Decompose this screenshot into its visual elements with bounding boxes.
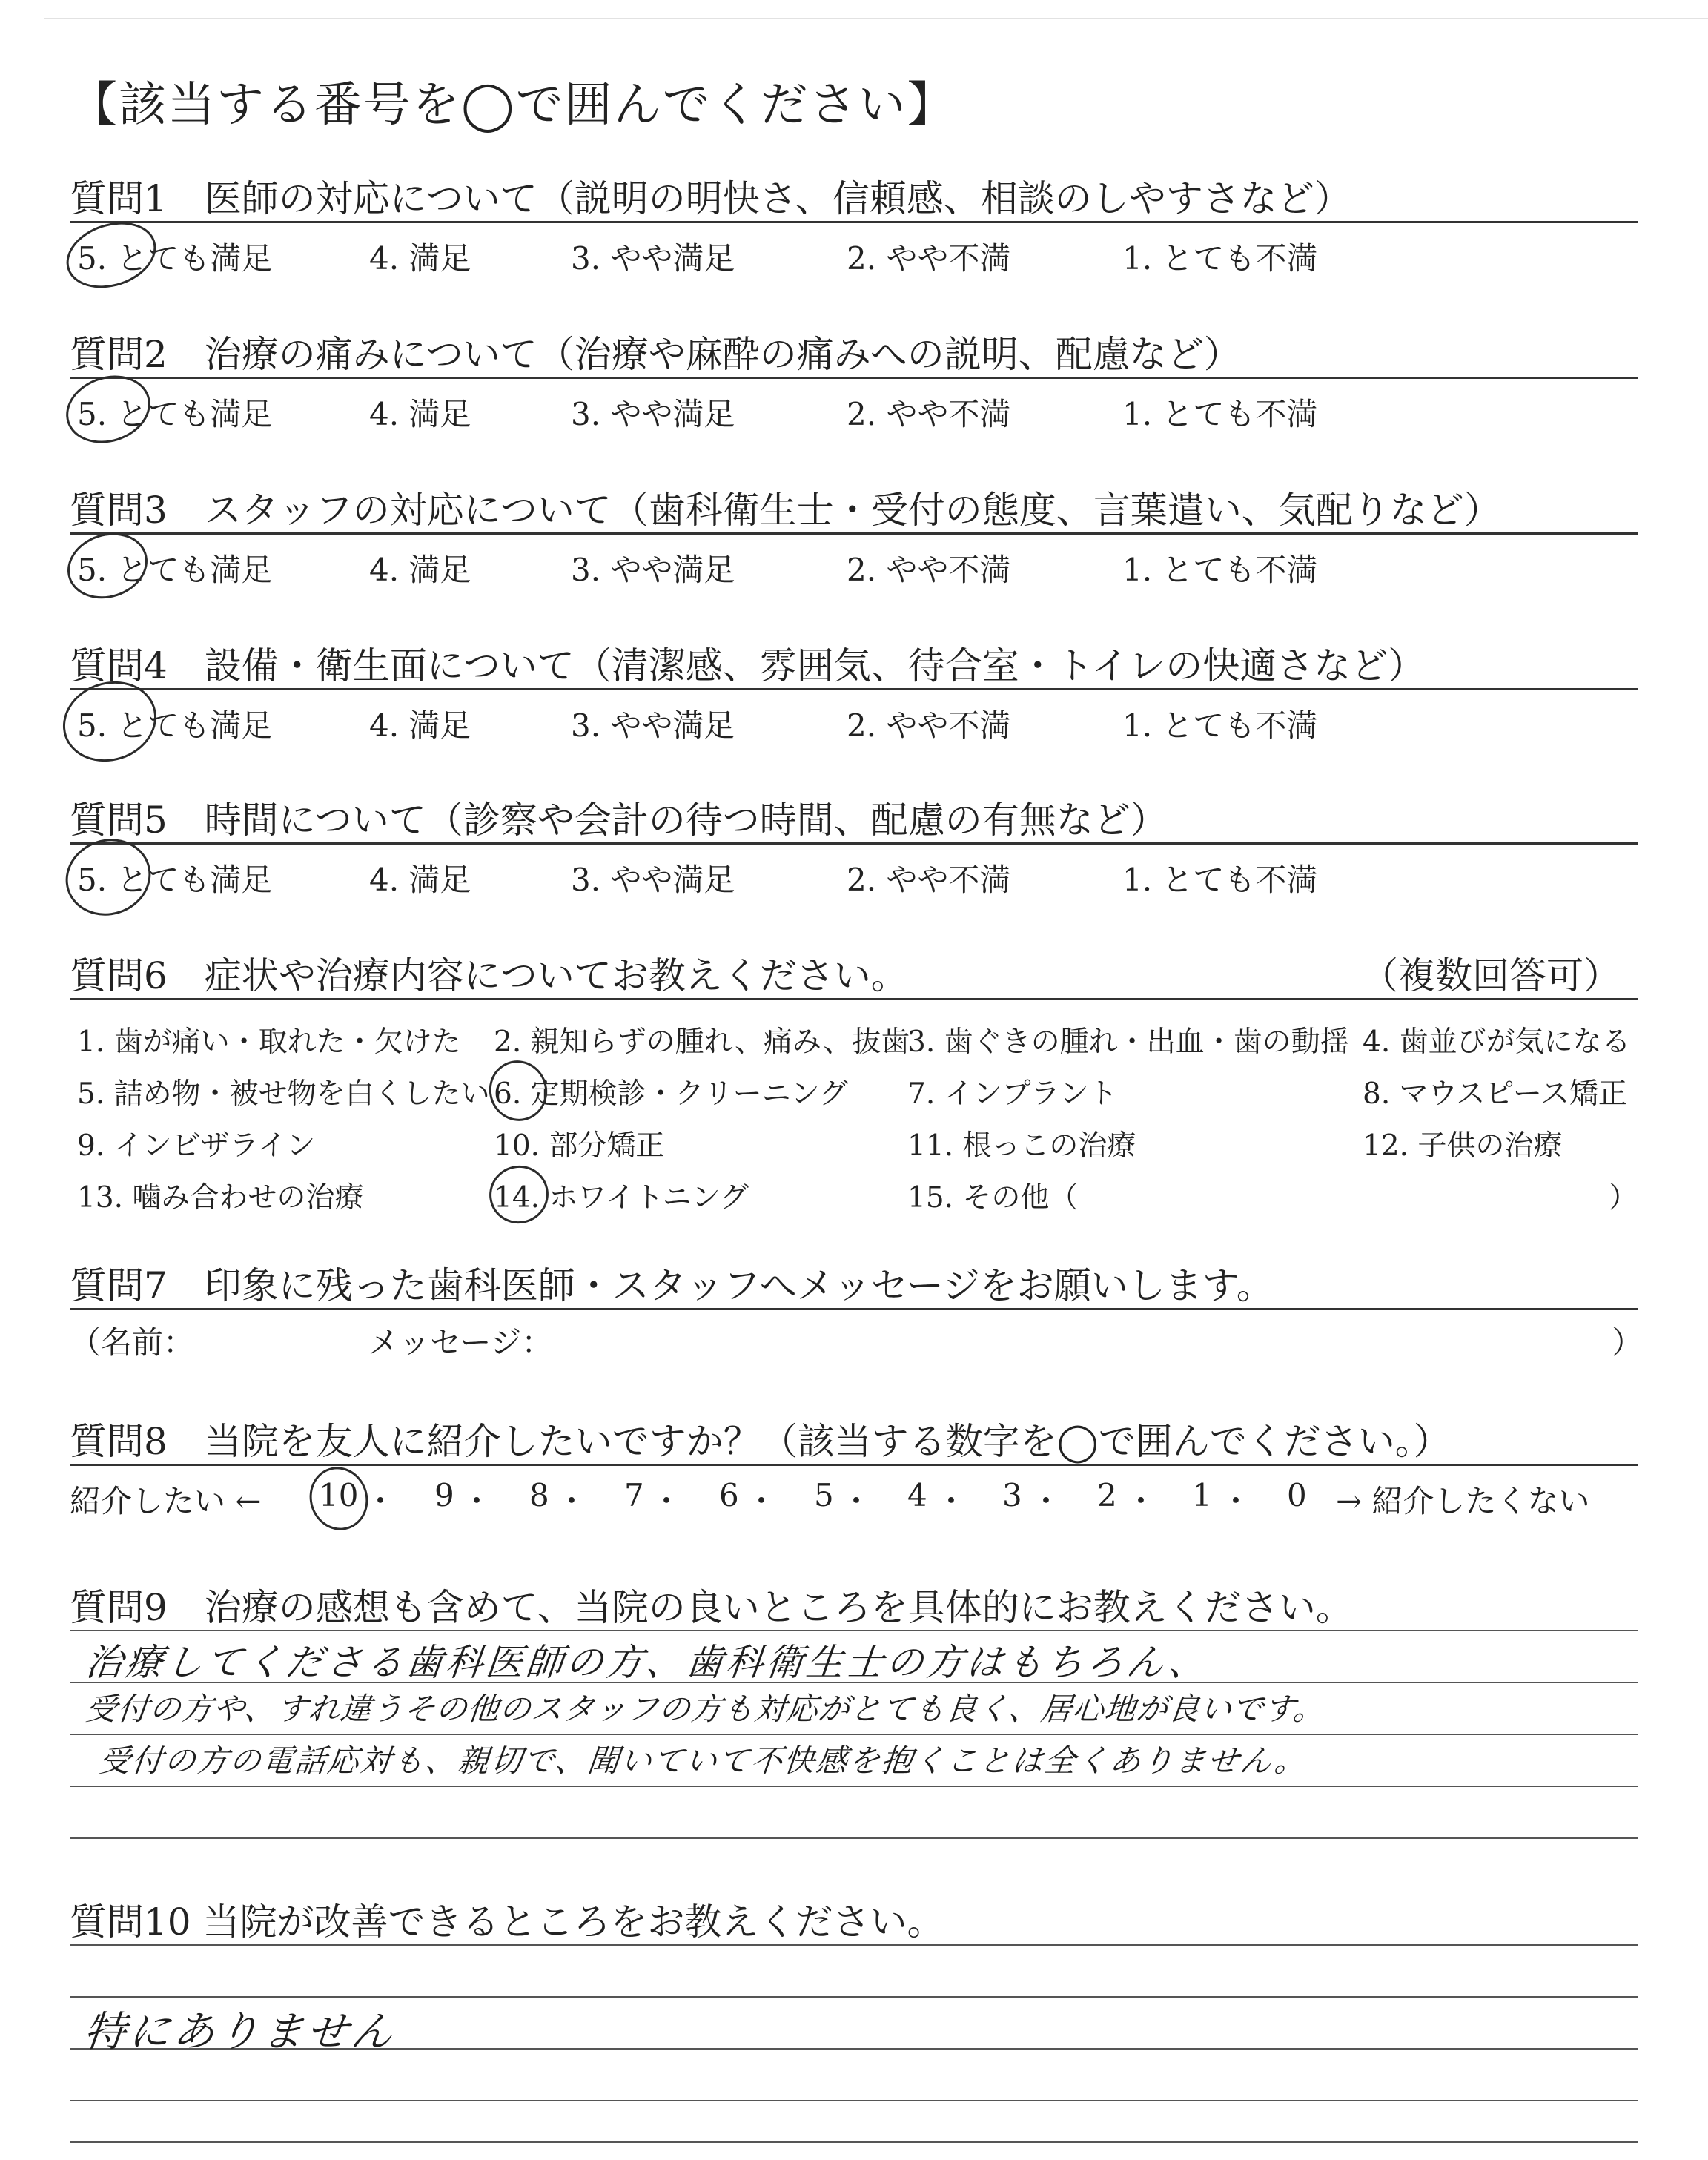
scale-7[interactable]: 7 [624, 1477, 644, 1513]
question-title: 質問5 時間について（診察や会計の待つ時間、配慮の有無など） [70, 799, 1168, 842]
treatment-options [70, 1011, 1638, 1234]
scale-6[interactable]: 6 [719, 1477, 739, 1513]
question-title: 質問9 治療の感想も含めて、当院の良いところを具体的にお教えください。 [70, 1586, 1353, 1629]
handwritten-answer-line-3: 受付の方の電話応対も、親切で、聞いていて不快感を抱くことは全くありません。 [97, 1743, 1309, 1779]
divider [70, 688, 1638, 690]
option-4[interactable]: 4. 歯並びが気になる [1363, 1025, 1631, 1059]
rating-option-5[interactable]: 5. とても満足 [77, 240, 273, 277]
rating-option-1[interactable]: 1. とても不満 [1122, 396, 1318, 432]
rating-option-5[interactable]: 5. とても満足 [77, 396, 273, 432]
rating-option-4[interactable]: 4. 満足 [369, 396, 471, 432]
divider [70, 221, 1638, 223]
scale-sep: ・ [1030, 1483, 1062, 1519]
hand-drawn-circle-mark [481, 1053, 555, 1129]
scale-sep: ・ [461, 1483, 493, 1519]
page-heading: 【該当する番号を◯で囲んでください】 [70, 78, 956, 133]
message-close: ） [1612, 1324, 1644, 1361]
divider [70, 998, 1638, 1000]
rating-option-4[interactable]: 4. 満足 [369, 707, 471, 744]
scale-sep: ・ [936, 1483, 967, 1519]
scale-5[interactable]: 5 [814, 1477, 834, 1513]
question-title: 質問10 当院が改善できるところをお教えください。 [70, 1900, 944, 1943]
option-2[interactable]: 2. 親知らずの腫れ、痛み、抜歯 [494, 1025, 910, 1059]
option-12[interactable]: 12. 子供の治療 [1363, 1129, 1563, 1163]
handwritten-answer: 特にありません [82, 2008, 398, 2056]
answer-line [70, 1837, 1638, 1839]
hand-drawn-circle-mark [482, 1158, 556, 1232]
question-title: 質問6 症状や治療内容についてお教えください。 [70, 954, 908, 997]
option-10[interactable]: 10. 部分矯正 [494, 1129, 665, 1163]
rating-option-2[interactable]: 2. やや不満 [847, 707, 1011, 744]
rating-option-1[interactable]: 1. とても不満 [1122, 707, 1318, 744]
question-title: 質問1 医師の対応について（説明の明快さ、信頼感、相談のしやすさなど） [70, 177, 1351, 220]
rating-option-1[interactable]: 1. とても不満 [1122, 862, 1318, 898]
divider [70, 1308, 1638, 1310]
hand-drawn-circle-mark [302, 1459, 377, 1538]
rating-option-1[interactable]: 1. とても不満 [1122, 552, 1318, 588]
option-15-close: ） [1609, 1181, 1638, 1215]
handwritten-answer-line-1: 治療してくださる歯科医師の方、歯科衛生士の方はもちろん、 [83, 1641, 1211, 1684]
scale-1[interactable]: 1 [1192, 1477, 1212, 1513]
scale-3[interactable]: 3 [1002, 1477, 1022, 1513]
scale-sep: ・ [365, 1483, 397, 1519]
recommend-left-label: 紹介したい ← [70, 1483, 262, 1519]
divider [70, 532, 1638, 535]
divider [70, 1464, 1638, 1466]
question-2 [70, 325, 1638, 443]
top-border [44, 18, 1708, 19]
multiple-answer-note: （複数回答可） [1361, 954, 1621, 997]
rating-option-2[interactable]: 2. やや不満 [847, 862, 1011, 898]
rating-option-2[interactable]: 2. やや不満 [847, 396, 1011, 432]
scale-2[interactable]: 2 [1097, 1477, 1117, 1513]
answer-line [70, 2141, 1638, 2143]
answer-line [70, 1944, 1638, 1946]
question-title: 質問4 設備・衛生面について（清潔感、雰囲気、待合室・トイレの快適さなど） [70, 644, 1426, 687]
option-6[interactable]: 6. 定期検診・クリーニング [494, 1077, 848, 1111]
question-title: 質問8 当院を友人に紹介したいですか？（該当する数字を◯で囲んでください。） [70, 1420, 1451, 1463]
answer-line [70, 1786, 1638, 1787]
answer-line [70, 1996, 1638, 1998]
option-14[interactable]: 14. ホワイトニング [494, 1181, 749, 1215]
hand-drawn-circle-mark [58, 211, 165, 299]
rating-option-3[interactable]: 3. やや満足 [571, 240, 735, 277]
question-4 [70, 636, 1638, 755]
divider [70, 842, 1638, 845]
answer-line [70, 1734, 1638, 1735]
option-9[interactable]: 9. インビザライン [77, 1129, 316, 1163]
answer-line [70, 1630, 1638, 1631]
question-10 [70, 1892, 1638, 2144]
rating-option-5[interactable]: 5. とても満足 [77, 552, 273, 588]
rating-option-5[interactable]: 5. とても満足 [77, 862, 273, 898]
scale-9[interactable]: 9 [434, 1477, 454, 1513]
rating-options [70, 856, 1638, 900]
rating-option-4[interactable]: 4. 満足 [369, 240, 471, 277]
question-3 [70, 480, 1638, 599]
rating-option-4[interactable]: 4. 満足 [369, 862, 471, 898]
rating-option-3[interactable]: 3. やや満足 [571, 862, 735, 898]
option-3[interactable]: 3. 歯ぐきの腫れ・出血・歯の動揺 [907, 1025, 1349, 1059]
rating-option-3[interactable]: 3. やや満足 [571, 396, 735, 432]
rating-options [70, 701, 1638, 746]
rating-options [70, 546, 1638, 590]
scale-sep: ・ [1125, 1483, 1157, 1519]
scale-sep: ・ [556, 1483, 588, 1519]
scale-sep: ・ [746, 1483, 778, 1519]
option-15[interactable]: 15. その他（ [907, 1181, 1079, 1215]
rating-option-2[interactable]: 2. やや不満 [847, 240, 1011, 277]
rating-option-1[interactable]: 1. とても不満 [1122, 240, 1318, 277]
recommend-right-label: → 紹介したくない [1336, 1483, 1590, 1519]
rating-option-3[interactable]: 3. やや満足 [571, 707, 735, 744]
scale-sep: ・ [651, 1483, 683, 1519]
rating-options [70, 234, 1638, 279]
question-title: 質問3 スタッフの対応について（歯科衛生士・受付の態度、言葉遣い、気配りなど） [70, 489, 1501, 532]
handwritten-answer-line-2: 受付の方や、すれ違うその他のスタッフの方も対応がとても良く、居心地が良いです。 [84, 1691, 1328, 1727]
question-title: 質問7 印象に残った歯科医師・スタッフへメッセージをお願いします。 [70, 1264, 1274, 1307]
option-13[interactable]: 13. 噛み合わせの治療 [77, 1181, 364, 1215]
option-7[interactable]: 7. インプラント [907, 1077, 1118, 1111]
question-1 [70, 169, 1638, 288]
question-8 [70, 1412, 1638, 1523]
rating-option-4[interactable]: 4. 満足 [369, 552, 471, 588]
message-label: メッセージ： [368, 1324, 553, 1361]
question-6 [70, 946, 1638, 1228]
question-5 [70, 790, 1638, 909]
question-7 [70, 1256, 1644, 1361]
scale-0[interactable]: 0 [1287, 1477, 1307, 1513]
scale-10[interactable]: 10 [319, 1477, 359, 1513]
option-1[interactable]: 1. 歯が痛い・取れた・欠けた [77, 1025, 461, 1059]
divider [70, 377, 1638, 379]
rating-option-5[interactable]: 5. とても満足 [77, 707, 273, 744]
scale-sep: ・ [841, 1483, 873, 1519]
answer-line [70, 2100, 1638, 2101]
name-label: （名前： [70, 1324, 195, 1361]
rating-option-3[interactable]: 3. やや満足 [571, 552, 735, 588]
rating-options [70, 390, 1638, 435]
rating-option-2[interactable]: 2. やや不満 [847, 552, 1011, 588]
option-8[interactable]: 8. マウスピース矯正 [1363, 1077, 1627, 1111]
option-11[interactable]: 11. 根っこの治療 [907, 1129, 1136, 1163]
scale-4[interactable]: 4 [907, 1477, 927, 1513]
option-5[interactable]: 5. 詰め物・被せ物を白くしたい [77, 1077, 490, 1111]
question-title: 質問2 治療の痛みについて（治療や麻酔の痛みへの説明、配慮など） [70, 333, 1241, 376]
scale-sep: ・ [1220, 1483, 1252, 1519]
hand-drawn-circle-mark [59, 523, 156, 609]
question-9 [70, 1578, 1638, 1852]
scale-8[interactable]: 8 [529, 1477, 549, 1513]
